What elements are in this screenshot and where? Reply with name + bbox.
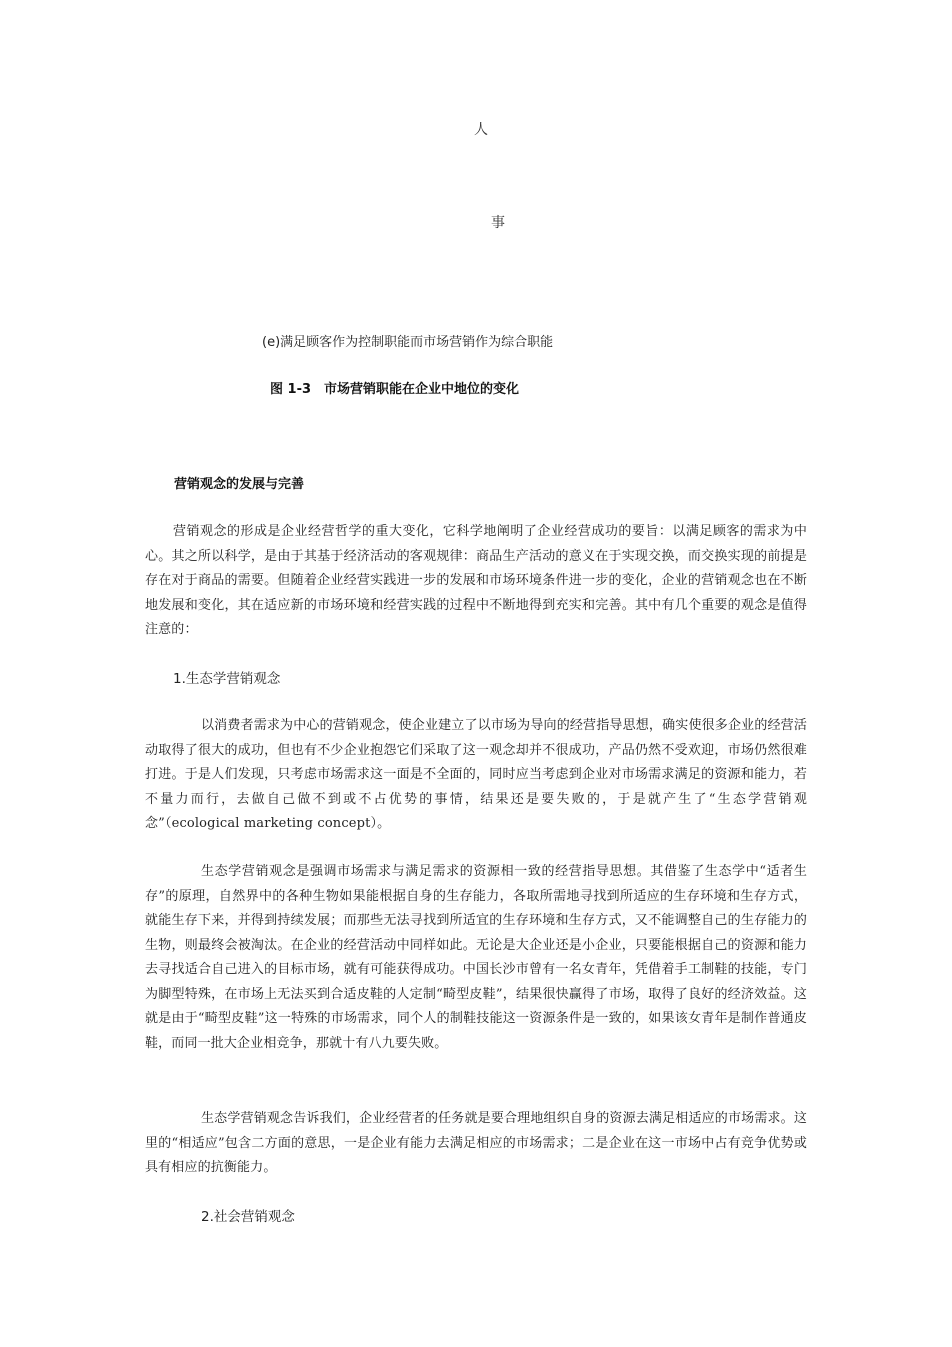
section-heading: 营销观念的发展与完善 — [174, 477, 305, 492]
ecological-paragraph-1: 以消费者需求为中心的营销观念，使企业建立了以市场为导向的经营指导思想，确实使很多企业的经营活动取得了很大的成功，但也有不少企业抱怨它们采取了这一观念却并不很成功，产品仍然不受欢迎，市场仍然很难打进。于是人们发现，只考虑市场需求这一面是不全面的，同时应当考虑到企业对市场需求满足的资源和能力，若不量力而行，去做自己做不到或不占优势的事情，结果还是要失败的，于是就产生了“生态学营销观念”（ecological marketing concept）。 — [145, 718, 807, 831]
section-intro-paragraph: 营销观念的形成是企业经营哲学的重大变化，它科学地阐明了企业经营成功的要旨：以满足顾客的需求为中心。其之所以科学，是由于其基于经济活动的客观规律：商品生产活动的意义在于实现交换，而交换实现的前提是存在对于商品的需要。但随着企业经营实践进一步的发展和市场环境条件进一步的变化，企业的营销观念也在不断地发展和变化，其在适应新的市场环境和经营实践的过程中不断地得到充实和完善。其中有几个重要的观念是值得注意的： — [145, 524, 807, 637]
ecological-paragraph-2: 生态学营销观念是强调市场需求与满足需求的资源相一致的经营指导思想。其借鉴了生态学中“适者生存”的原理，自然界中的各种生物如果能根据自身的生存能力，各取所需地寻找到所适应的生存环境和生存方式，就能生存下来，并得到持续发展；而那些无法寻找到所适宜的生存环境和生存方式，又不能调整自己的生存能力的生物，则最终会被淘汰。在企业的经营活动中同样如此。无论是大企业还是小企业，只要能根据自己的资源和能力去寻找适合自己进入的目标市场，就有可能获得成功。中国长沙市曾有一名女青年，凭借着手工制鞋的技能，专门为脚型特殊，在市场上无法买到合适皮鞋的人定制“畸型皮鞋”，结果很快赢得了市场，取得了良好的经济效益。这就是由于“畸型皮鞋”这一特殊的市场需求，同个人的制鞋技能这一资源条件是一致的，如果该女青年是制作普通皮鞋，而同一批大企业相竞争，那就十有八九要失败。 — [145, 864, 807, 1051]
figure-sub-caption: (e)满足顾客作为控制职能而市场营销作为综合职能 — [262, 335, 554, 350]
ecological-paragraph-3: 生态学营销观念告诉我们，企业经营者的任务就是要合理地组织自身的资源去满足相适应的市场需求。这里的“相适应”包含二方面的意思，一是企业有能力去满足相应的市场需求；二是企业在这一市场中占有竞争优势或具有相应的抗衡能力。 — [145, 1111, 807, 1175]
subsection-heading-social: 2.社会营销观念 — [201, 1209, 295, 1225]
subsection-heading-ecological: 1.生态学营销观念 — [173, 671, 281, 687]
diagram-label-ren: 人 — [474, 122, 488, 138]
diagram-label-shi: 事 — [491, 215, 505, 231]
figure-caption: 图 1-3 市场营销职能在企业中地位的变化 — [270, 382, 520, 397]
